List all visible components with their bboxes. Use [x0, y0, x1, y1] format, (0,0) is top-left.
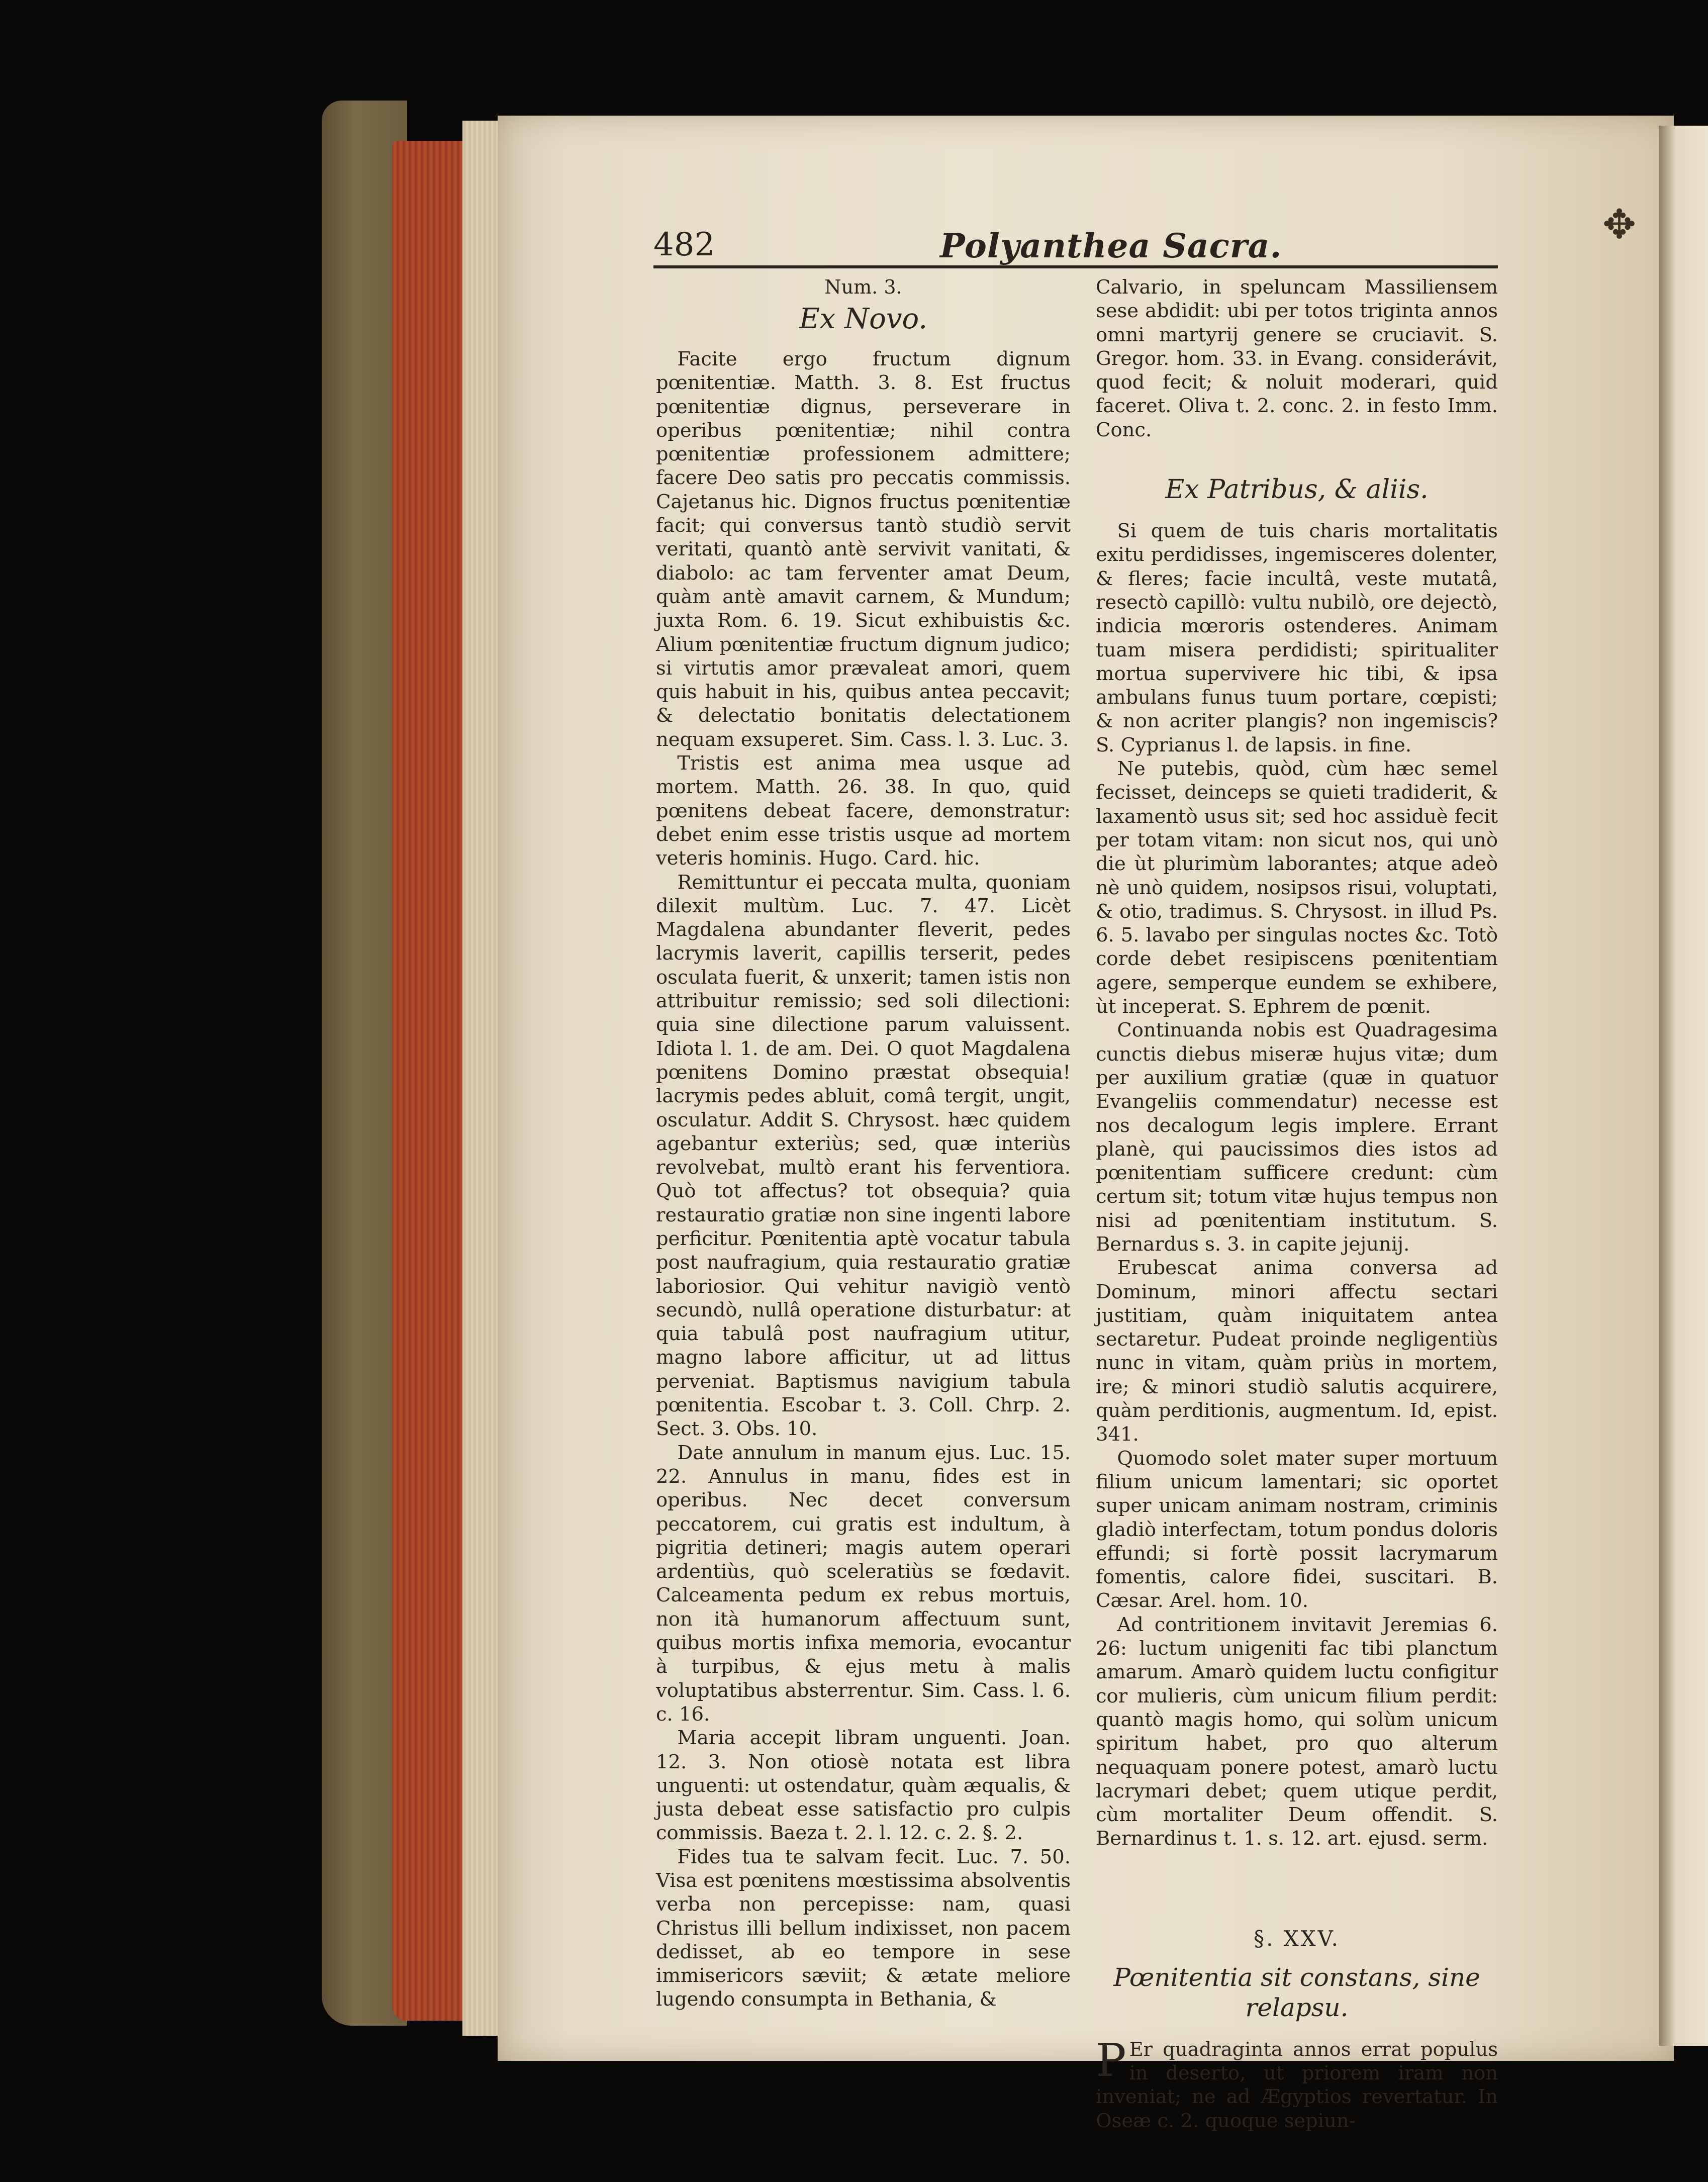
left-column [656, 275, 1071, 2012]
paragraph: Si quem de tuis charis mortalitatis exitu perdidisses, ingemisceres dolenter, & fleres; facie incultâ, veste mutatâ, resectò capillò: vultu nubilò, ore dejectò, indicia mœroris ostenderes. Animam tuam misera perdidisti; spiritualiter mortua supervivere hic tibi, & ipsa ambulans funus tuum portare, cœpisti; & non acriter plangis? non ingemiscis? S. Cyprianus l. de lapsis. in fine. [1096, 520, 1498, 756]
paragraph: Erubescat anima conversa ad Dominum, minori affectu sectari justitiam, quàm iniquitatem antea sectaretur. Pudeat proinde negligentiùs nunc in vitam, quàm priùs in mortem, ire; & minori studiò salutis acquirere, quàm perditionis, augmentum. Id, epist. 341. [1096, 1257, 1498, 1446]
num-label: Num. 3. [824, 276, 902, 298]
paragraph: Fides tua te salvam fecit. Luc. 7. 50. Visa est pœnitens mœstissima absolventis verba non percepisse: nam, quasi Christus illi bellum indixisset, non pacem dedisset, ab eo tempore in sese immisericors sæviit; & ætate meliore lugendo consumpta in Bethania, & [656, 1845, 1071, 2011]
paragraph: Date annulum in manum ejus. Luc. 15. 22. Annulus in manu, fides est in operibus. Nec decet conversum peccatorem, cui gratis est indultum, à pigritia detineri; magis autem operari ardentiùs, quò sceleratiùs se fœdavit. Calceamenta pedum ex rebus mortuis, non ità humanorum affectuum sunt, quibus mortis infixa memoria, evocantur à turpibus, & ejus metu à malis voluptatibus absterrentur. Sim. Cass. l. 6. c. 16. [656, 1441, 1071, 1726]
paragraph: Tristis est anima mea usque ad mortem. Matth. 26. 38. In quo, quid pœnitens debeat facere, demonstratur: debet enim esse tristis usque ad mortem veteris hominis. Hugo. Card. hic. [656, 752, 1071, 870]
section-title-ex-patribus: Ex Patribus, & aliis. [1165, 475, 1429, 505]
paragraph: Maria accepit libram unguenti. Joan. 12. 3. Non otiosè notata est libra unguenti: ut ostendatur, quàm æqualis, & justa debeat esse satisfactio pro culpis commissis. Baeza t. 2. l. 12. c. 2. §. 2. [656, 1727, 1071, 1845]
final-paragraph [1096, 2034, 1498, 2133]
fleuron-ornament-icon: ✥ [1602, 201, 1637, 248]
paragraph: Facite ergo fructum dignum pœnitentiæ. Matth. 3. 8. Est fructus pœnitentiæ dignus, perseverare in operibus pœnitentiæ; nihil contra pœnitentiæ professionem admittere; facere Deo satis pro peccatis commissis. Cajetanus hic. Dignos fructus pœnitentiæ facit; qui conversus tantò studiò servit veritati, quantò antè servivit vanitati, & diabolo: ac tam ferventer amat Deum, quàm antè amavit carnem, & Mundum; juxta Rom. 6. 19. Sicut exhibuistis &c. Alium pœnitentiæ fructum dignum judico; si virtutis amor prævaleat amori, quem quis habuit in his, quibus antea peccavit; & delectatio bonitatis delectationem nequam exsuperet. Sim. Cass. l. 3. Luc. 3. [656, 348, 1071, 751]
paragraph: Continuanda nobis est Quadragesima cunctis diebus miseræ hujus vitæ; dum per auxilium gratiæ (quæ in quatuor Evangeliis commendatur) necesse est nos decalogum legis implere. Errant planè, qui paucissimos dies istos ad pœnitentiam sufficere credunt: cùm certum sit; totum vitæ hujus tempus non nisi ad pœnitentiam institutum. S. Bernardus s. 3. in capite jejunij. [1096, 1019, 1498, 1256]
final-paragraph-text: Er quadraginta annos errat populus in deserto, ut priorem iram non inveniat; ne ad Ægyptios revertatur. In Oseæ c. 2. quoque sepiun- [1096, 2038, 1498, 2132]
right-column [1096, 275, 1498, 2133]
paragraph: Ad contritionem invitavit Jeremias 6. 26: luctum unigeniti fac tibi planctum amarum. Amarò quidem luctu configitur cor mulieris, cùm unicum filium perdit: quantò magis homo, qui solùm unicum spiritum habet, pro quo alterum nequaquam ponere potest, amarò luctu lacrymari debet; quem utique perdit, cùm mortaliter Deum offendit. S. Bernardinus t. 1. s. 12. art. ejusd. serm. [1096, 1613, 1498, 1850]
section-title-poenitentia: Pœnitentia sit constans, sine relapsu. [1113, 1962, 1480, 2022]
page-number: 482 [653, 226, 715, 263]
header-rule [653, 265, 1498, 268]
paragraph: Remittuntur ei peccata multa, quoniam dilexit multùm. Luc. 7. 47. Licèt Magdalena abundanter fleverit, pedes lacrymis laverit, capillis terserit, pedes osculata fuerit, & unxerit; tamen istis non attribuitur remissio; sed soli dilectioni: quia sine dilectione parum valuissent. Idiota l. 1. de am. Dei. O quot Magdalena pœnitens Domino præstat obsequia! lacrymis pedes abluit, comâ tergit, ungit, osculatur. Addit S. Chrysost. hæc quidem agebantur exteriùs; sed, quæ interiùs revolvebat, multò erant his ferventiora. Quò tot affectus? tot obsequia? quia restauratio gratiæ non sine ingenti labore perficitur. Pœnitentia aptè vocatur tabula post naufragium, quia restauratio gratiæ laboriosior. Qui vehitur navigiò ventò secundò, nullâ operatione disturbatur: at quia tabulâ post naufragium utitur, magno labore afficitur, ut ad littus perveniat. Baptismus navigium tabula pœnitentia. Escobar t. 3. Coll. Chrp. 2. Sect. 3. Obs. 10. [656, 871, 1071, 1441]
drop-cap: P [1096, 2034, 1126, 2087]
running-head [653, 226, 1498, 271]
section-title-ex-novo: Ex Novo. [799, 303, 928, 335]
paragraph-number: §. XXV. [1254, 1926, 1340, 1951]
running-title: Polyanthea Sacra. [940, 226, 1282, 265]
continuation-paragraph: Calvario, in speluncam Massiliensem sese abdidit: ubi per totos triginta annos omni martyrij genere se cruciavit. S. Gregor. hom. 33. in Evang. considerávit, quod fecit; & noluit moderari, quid faceret. Oliva t. 2. conc. 2. in festo Imm. Conc. [1096, 276, 1498, 441]
facing-page-edge [1659, 126, 1708, 2046]
paragraph: Quomodo solet mater super mortuum filium unicum lamentari; sic oportet super unicam animam nostram, criminis gladiò interfectam, totum pondus doloris effundi; si fortè possit lacrymarum fomentis, calore fidei, suscitari. B. Cæsar. Arel. hom. 10. [1096, 1447, 1498, 1612]
paragraph: Ne putebis, quòd, cùm hæc semel fecisset, deinceps se quieti tradiderit, & laxamentò usus sit; sed hoc assiduè fecit per totam vitam: non sicut nos, qui unò die ùt plurimùm laborantes; atque adeò nè unò quidem, nosipsos risui, voluptati, & otio, tradimus. S. Chrysost. in illud Ps. 6. 5. lavabo per singulas noctes &c. Totò corde debet resipiscens pœnitentiam agere, semperque eundem se exhibere, ùt inceperat. S. Ephrem de pœnit. [1096, 757, 1498, 1018]
